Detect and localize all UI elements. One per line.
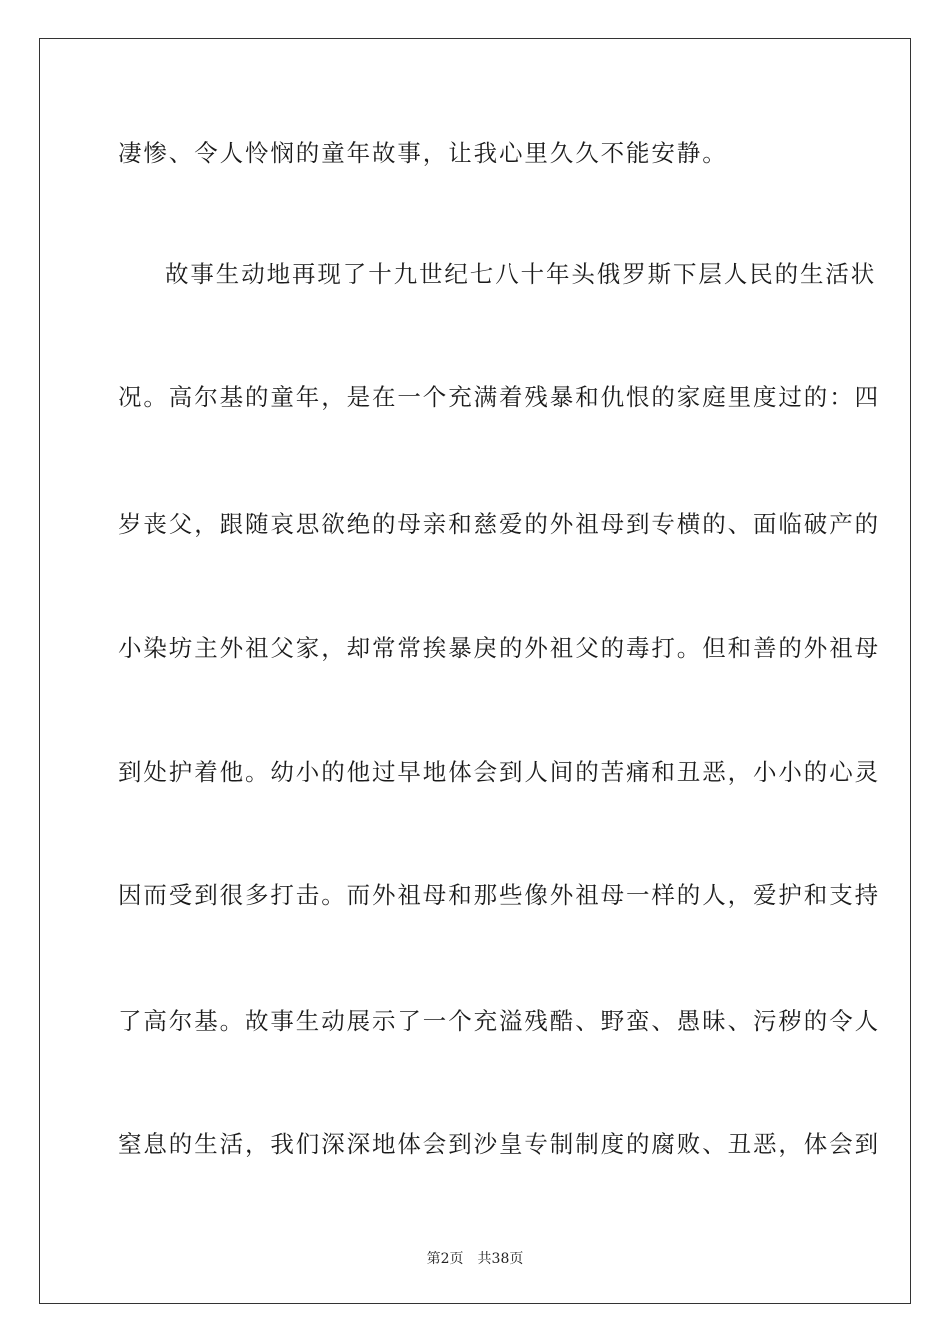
page-footer	[0, 1248, 950, 1268]
paragraph-line-8: 了高尔基。故事生动展示了一个充溢残酷、野蛮、愚昧、污秽的令人	[118, 1007, 880, 1035]
paragraph-line-1: 凄惨、令人怜悯的童年故事，让我心里久久不能安静。	[118, 139, 728, 167]
paragraph-line-5: 小染坊主外祖父家，却常常挨暴戾的外祖父的毒打。但和善的外祖母	[118, 634, 880, 662]
paragraph-line-2: 故事生动地再现了十九世纪七八十年头俄罗斯下层人民的生活状	[165, 260, 877, 288]
page-total: 共38页	[477, 1251, 524, 1267]
paragraph-line-7: 因而受到很多打击。而外祖母和那些像外祖母一样的人，爱护和支持	[118, 881, 880, 909]
page-border	[39, 38, 911, 1304]
paragraph-line-4: 岁丧父，跟随哀思欲绝的母亲和慈爱的外祖母到专横的、面临破产的	[118, 510, 880, 538]
page-number: 第2页	[426, 1251, 464, 1267]
paragraph-line-3: 况。高尔基的童年，是在一个充满着残暴和仇恨的家庭里度过的：四	[118, 383, 880, 411]
paragraph-line-9: 窒息的生活，我们深深地体会到沙皇专制制度的腐败、丑恶，体会到	[118, 1130, 880, 1158]
paragraph-line-6: 到处护着他。幼小的他过早地体会到人间的苦痛和丑恶，小小的心灵	[118, 758, 880, 786]
